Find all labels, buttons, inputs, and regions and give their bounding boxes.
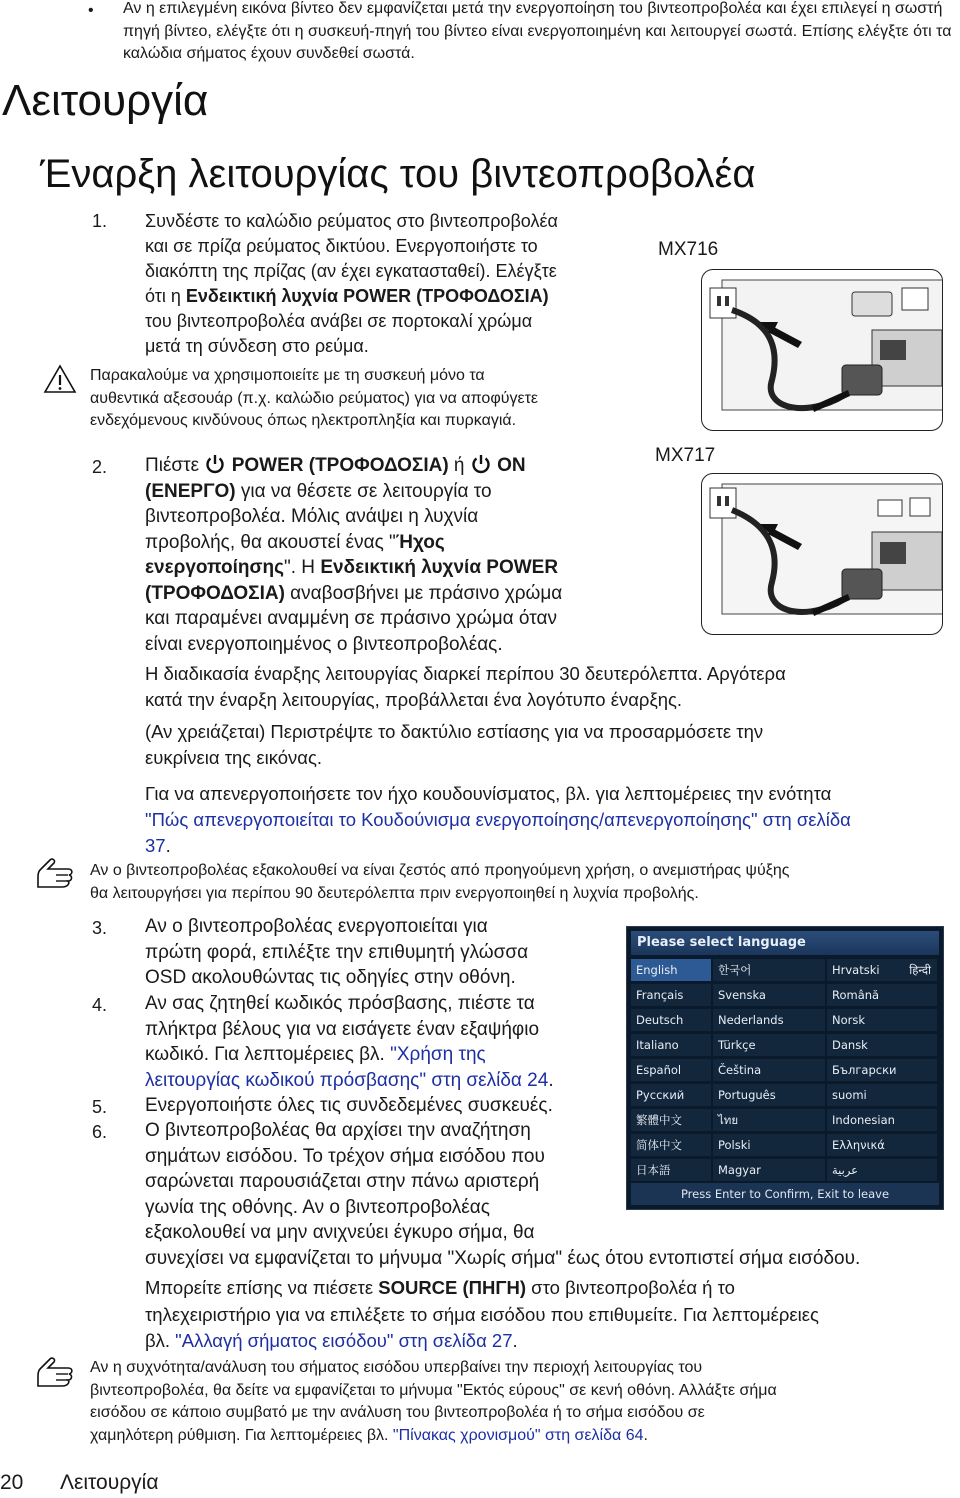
language-option[interactable]: Italiano: [631, 1034, 711, 1056]
step-1-line: Συνδέστε το καλώδιο ρεύματος στο βιντεοπροβολέα: [145, 211, 558, 231]
language-option[interactable]: ไทย: [713, 1109, 825, 1131]
language-option[interactable]: Français: [631, 984, 711, 1006]
note-line: βιντεοπροβολέα, θα δείτε να εμφανίζεται το μήνυμα "Εκτός εύρους" σε κενή οθόνη. Αλλάξτε σήμα: [90, 1381, 777, 1399]
link-page-24[interactable]: λειτουργίας κωδικού πρόσβασης" στη σελίδα 24: [145, 1069, 549, 1091]
step-5-text: Ενεργοποιήστε όλες τις συνδεδεμένες συσκευές.: [145, 1095, 553, 1116]
language-option[interactable]: Svenska: [713, 984, 825, 1006]
step-4-line: Αν σας ζητηθεί κωδικός πρόσβασης, πιέστε τα: [145, 993, 535, 1014]
step-3-line: Αν ο βιντεοπροβολέας ενεργοποιείται για: [145, 916, 488, 937]
language-option[interactable]: suomi: [827, 1084, 937, 1106]
language-option[interactable]: Polski: [713, 1134, 825, 1156]
paragraph-line: βλ. "Αλλαγή σήματος εισόδου" στη σελίδα 27.: [145, 1330, 518, 1351]
step-6-line: συνεχίσει να εμφανίζεται το μήνυμα "Χωρίς σήμα" έως ότου εντοπιστεί σήμα εισόδου.: [145, 1247, 861, 1269]
step-3-text: [145, 914, 615, 991]
step-1-line: και σε πρίζα ρεύματος δικτύου. Ενεργοποιήστε το: [145, 236, 538, 256]
language-option[interactable]: Español: [631, 1059, 711, 1081]
link-password-function[interactable]: "Χρήση της: [390, 1044, 486, 1065]
note-line: Αν ο βιντεοπροβολέας εξακολουθεί να είναι ζεστός από προηγούμενη χρήση, ο ανεμιστήρας ψύξης: [90, 862, 790, 879]
step-6-line: εξακολουθεί να μην ανιχνεύει έγκυρο σήμα, θα: [145, 1222, 535, 1243]
footer-chapter: Λειτουργία: [60, 1471, 159, 1494]
step-2-line: Πιέστε POWER (ΤΡΟΦΟΔΟΣΙΑ) ή ON: [145, 455, 526, 476]
language-option[interactable]: Magyar: [713, 1159, 825, 1181]
caution-text: [90, 365, 650, 433]
link-page-37[interactable]: 37: [145, 835, 166, 856]
link-timing-table[interactable]: "Πίνακας χρονισμού" στη σελίδα 64: [392, 1426, 644, 1444]
note-hand-icon: [34, 1356, 82, 1390]
language-option[interactable]: Dansk: [827, 1034, 937, 1056]
language-option[interactable]: Norsk: [827, 1009, 937, 1031]
language-option[interactable]: 日本語: [631, 1159, 711, 1181]
step-2-line: (ΤΡΟΦΟΔΟΣΙΑ) αναβοσβήνει με πράσινο χρώμα: [145, 582, 563, 604]
note-line: χαμηλότερη ρύθμιση. Για λεπτομέρειες βλ. "Πίνακας χρονισμού" στη σελίδα 64.: [90, 1426, 648, 1444]
language-panel-title: Please select language: [631, 931, 939, 955]
step-6-number: 6.: [92, 1122, 108, 1142]
link-change-input[interactable]: "Αλλαγή σήματος εισόδου" στη σελίδα 27: [175, 1330, 513, 1351]
step-4-number: 4.: [92, 995, 108, 1015]
step-2-line: είναι ενεργοποιημένος ο βιντεοπροβολέας.: [145, 633, 503, 655]
step-4-text: [145, 991, 615, 1093]
step-6-line: Ο βιντεοπροβολέας θα αρχίσει την αναζήτηση: [145, 1120, 531, 1141]
step-4-line: λειτουργίας κωδικού πρόσβασης" στη σελίδα 24.: [145, 1069, 554, 1091]
language-option[interactable]: Nederlands: [713, 1009, 825, 1031]
language-option[interactable]: Ελληνικά: [827, 1134, 937, 1156]
language-option[interactable]: عربية: [827, 1159, 937, 1181]
note-line: θα λειτουργήσει για περίπου 90 δευτερόλεπτα πριν ενεργοποιηθεί η λυχνία προβολής.: [90, 884, 699, 902]
step-1-line: του βιντεοπροβολέα ανάβει σε πορτοκαλί χρώμα: [145, 311, 533, 331]
note-1-text: [90, 860, 956, 905]
step-1-line: ότι η Ενδεικτική λυχνία POWER (ΤΡΟΦΟΔΟΣΙΑ): [145, 286, 549, 306]
language-option[interactable]: Português: [713, 1084, 825, 1106]
page-number: 20: [0, 1471, 24, 1494]
caution-line: αυθεντικά αξεσουάρ (π.χ. καλώδιο ρεύματος) για να αποφύγετε: [90, 389, 539, 407]
paragraph-line: Η διαδικασία έναρξης λειτουργίας διαρκεί περίπου 30 δευτερόλεπτα. Αργότερα: [145, 663, 786, 684]
language-option[interactable]: 简体中文: [631, 1134, 711, 1156]
step-6-line: σημάτων εισόδου. Το τρέχον σήμα εισόδου που: [145, 1145, 545, 1167]
language-option[interactable]: Indonesian: [827, 1109, 937, 1131]
language-option[interactable]: 한국어: [713, 959, 825, 981]
step-1-line: μετά τη σύνδεση στο ρεύμα.: [145, 336, 369, 356]
step-4-line: κωδικό. Για λεπτομέρειες βλ. "Χρήση της: [145, 1044, 486, 1065]
step-2-line: προβολής, θα ακουστεί ένας "Ήχος: [145, 531, 445, 553]
bullet-dot: •: [88, 2, 94, 19]
language-option[interactable]: English: [631, 959, 711, 981]
paragraph-line: 37.: [145, 835, 171, 856]
paragraph-line: Για να απενεργοποιήσετε τον ήχο κουδουνίσματος, βλ. για λεπτομέρειες την ενότητα: [145, 783, 832, 804]
caution-icon: [43, 364, 77, 394]
step-3-line: OSD ακολουθώντας τις οδηγίες στην οθόνη.: [145, 967, 516, 988]
step-1-number: 1.: [92, 211, 108, 231]
language-option[interactable]: Hrvatski हिन्दी: [827, 959, 937, 981]
focus-paragraph: [145, 719, 955, 771]
language-option[interactable]: Български: [827, 1059, 937, 1081]
step-2-line: (ΕΝΕΡΓΟ) για να θέσετε σε λειτουργία το: [145, 480, 492, 502]
figure-label-mx716: MX716: [658, 239, 719, 260]
note-2-text: [90, 1357, 956, 1447]
step-3-line: πρώτη φορά, επιλέξτε την επιθυμητή γλώσσα: [145, 941, 529, 963]
step-3-number: 3.: [92, 918, 108, 938]
power-icon: [204, 453, 226, 475]
language-option[interactable]: 繁體中文: [631, 1109, 711, 1131]
figure-label-mx717: MX717: [655, 445, 716, 466]
step-2-text: [145, 453, 645, 657]
language-option[interactable]: Čeština: [713, 1059, 825, 1081]
paragraph-line: (Αν χρειάζεται) Περιστρέψτε το δακτύλιο εστίασης για να προσαρμόσετε την: [145, 721, 764, 742]
language-panel-footer: Press Enter to Confirm, Exit to leave: [631, 1183, 939, 1205]
chapter-title: Λειτουργία: [2, 76, 209, 125]
caution-line: Παρακαλούμε να χρησιμοποιείτε με τη συσκευή μόνο τα: [90, 367, 485, 384]
step-2-line: βιντεοπροβολέα. Μόλις ανάψει η λυχνία: [145, 506, 479, 527]
language-option[interactable]: Русский: [631, 1084, 711, 1106]
note-hand-icon: [34, 857, 82, 891]
intro-bullet-text: Αν η επιλεγμένη εικόνα βίντεο δεν εμφανίζεται μετά την ενεργοποίηση του βιντεοπροβολέα και έχει επιλεγεί η σωστή πηγή βίντεο, ελέγξτε ότι η συσκευή-πηγή του βίντεο είναι ενεργοποιημένη και λειτουργεί σωστά. Επίσης ελέγξτε ότι τα καλώδια σήματος έχουν συνδεθεί σωστά.: [123, 0, 952, 62]
caution-line: ενδεχόμενους κινδύνους όπως ηλεκτροπληξία και πυρκαγιά.: [90, 412, 517, 429]
paragraph-line: κατά την έναρξη λειτουργίας, προβάλλεται ένα λογότυπο έναρξης.: [145, 689, 683, 710]
power-connection-figure-mx716: [701, 269, 943, 431]
language-grid: [631, 959, 939, 1181]
note-line: Αν η συχνότητα/ανάλυση του σήματος εισόδου υπερβαίνει την περιοχή λειτουργίας του: [90, 1359, 703, 1376]
language-option[interactable]: Deutsch: [631, 1009, 711, 1031]
step-4-line: πλήκτρα βέλους για να εισάγετε έναν εξαψήφιο: [145, 1018, 540, 1040]
power-connection-figure-mx717: [701, 473, 943, 635]
step-6-line: σαρώνεται παρουσιάζεται στην πάνω αριστερή: [145, 1171, 540, 1192]
language-option[interactable]: Română: [827, 984, 937, 1006]
paragraph-line: ευκρίνεια της εικόνας.: [145, 747, 323, 768]
link-sound-section[interactable]: "Πώς απενεργοποιείται το Κουδούνισμα ενεργοποίησης/απενεργοποίησης" στη σελίδα: [145, 809, 851, 830]
step-6-line: γωνία της οθόνης. Αν ο βιντεοπροβολέας: [145, 1196, 490, 1218]
note-line: εισόδου σε κάποιο συμβατό με την ανάλυση του βιντεοπροβολέα ή το σήμα εισόδου σε: [90, 1404, 705, 1421]
step-2-line: και παραμένει αναμμένη σε πράσινο χρώμα όταν: [145, 608, 557, 629]
power-icon: [470, 453, 492, 475]
step-2-line: ενεργοποίησης". Η Ενδεικτική λυχνία POWER: [145, 557, 559, 578]
startup-paragraph: [145, 661, 955, 713]
section-title: Έναρξη λειτουργίας του βιντεοπροβολέα: [40, 152, 756, 196]
step-1-line: διακόπτη της πρίζας (αν έχει εγκατασταθεί). Ελέγξτε: [145, 261, 557, 281]
source-paragraph: [145, 1275, 957, 1355]
paragraph-line: Μπορείτε επίσης να πιέσετε SOURCE (ΠΗΓΗ) στο βιντεοπροβολέα ή το: [145, 1277, 735, 1298]
step-5-number: 5.: [92, 1097, 108, 1117]
paragraph-line: τηλεχειριστήριο για να επιλέξετε το σήμα εισόδου που επιθυμείτε. Για λεπτομέρειες: [145, 1303, 819, 1325]
language-select-panel: [626, 926, 944, 1210]
step-2-number: 2.: [92, 457, 108, 477]
step-1-text: [145, 209, 645, 359]
sound-paragraph: [145, 781, 957, 859]
language-option[interactable]: Türkçe: [713, 1034, 825, 1056]
